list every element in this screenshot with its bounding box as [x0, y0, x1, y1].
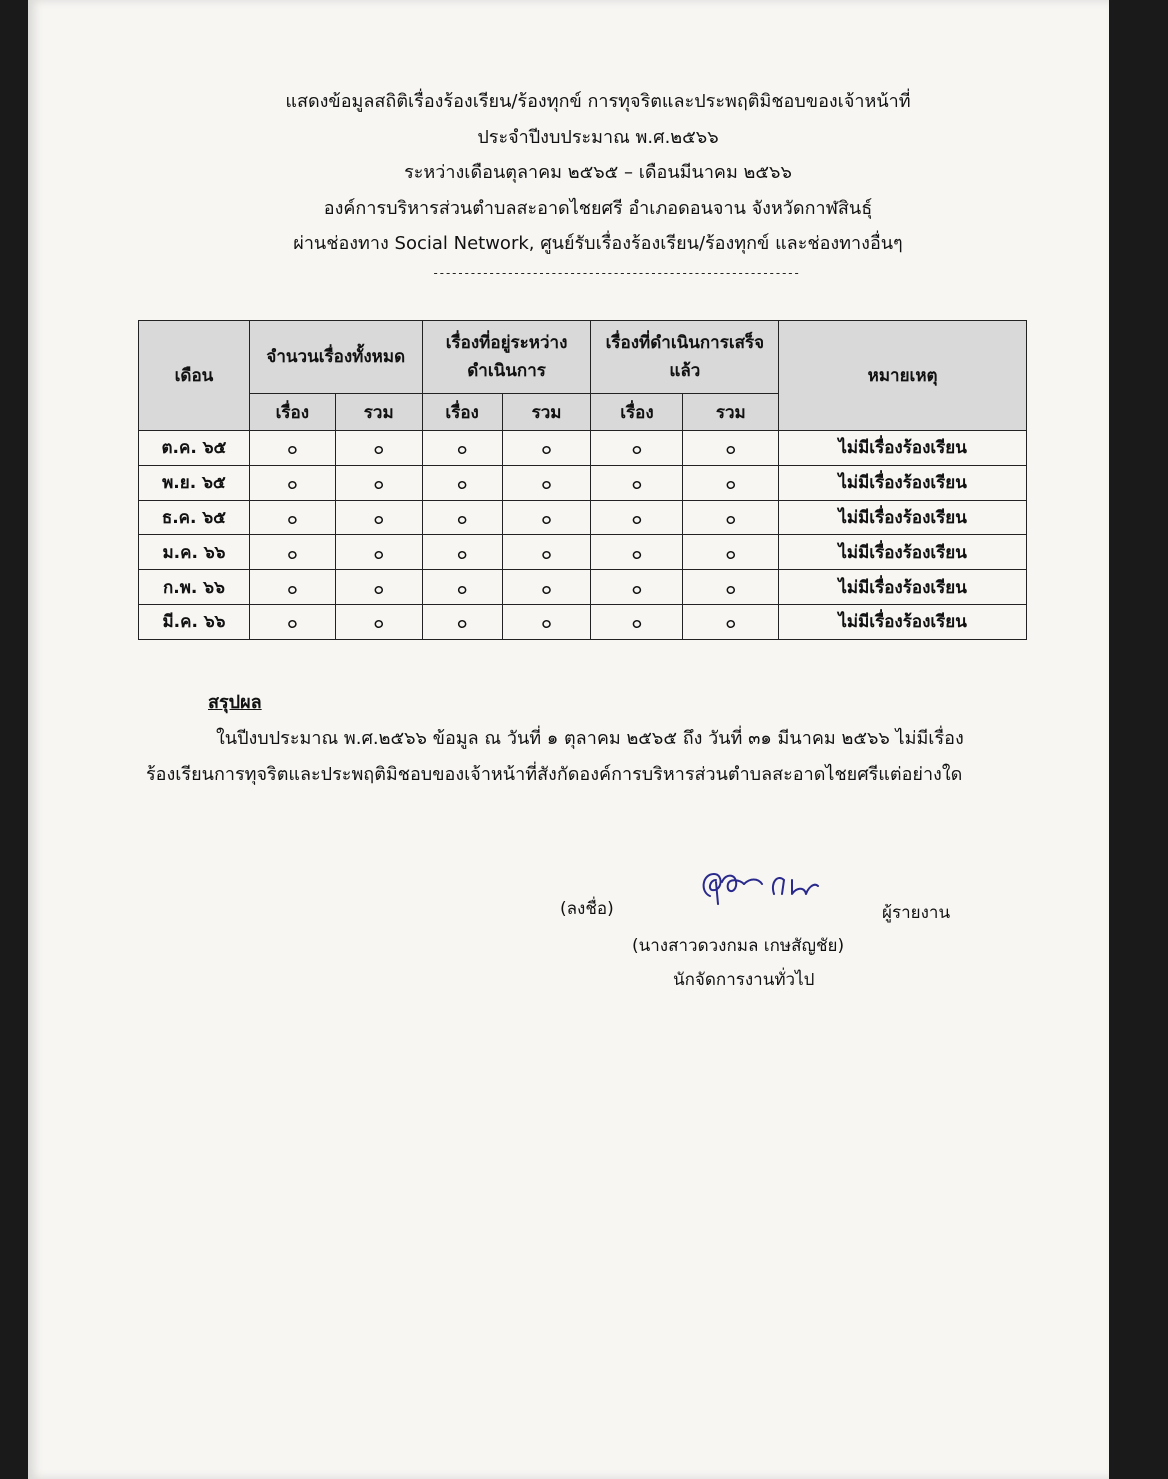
subheader-sum: รวม — [502, 394, 591, 431]
month-cell: มี.ค. ๖๖ — [139, 604, 250, 639]
month-cell: ธ.ค. ๖๕ — [139, 500, 250, 535]
value-cell: ๐ — [591, 465, 683, 500]
value-cell: ๐ — [335, 604, 422, 639]
handwritten-signature — [696, 862, 846, 916]
summary-heading: สรุปผล — [208, 692, 262, 713]
header-line-5: ผ่านช่องทาง Social Network, ศูนย์รับเรื่องร้องเรียน/ร้องทุกข์ และช่องทางอื่นๆ — [293, 233, 903, 254]
value-cell: ๐ — [591, 431, 683, 466]
value-cell: ๐ — [683, 604, 779, 639]
header-line-3: ระหว่างเดือนตุลาคม ๒๕๖๕ – เดือนมีนาคม ๒๕๖๖ — [404, 162, 792, 183]
value-cell: ๐ — [591, 604, 683, 639]
subheader-count: เรื่อง — [591, 394, 683, 431]
header-completed: เรื่องที่ดำเนินการเสร็จแล้ว — [591, 321, 779, 394]
value-cell: ๐ — [422, 500, 502, 535]
value-cell: ๐ — [502, 535, 591, 570]
table-row — [139, 535, 1027, 570]
subheader-count: เรื่อง — [249, 394, 335, 431]
document-header — [28, 84, 1168, 262]
sign-label: (ลงชื่อ) — [560, 899, 614, 919]
value-cell: ๐ — [683, 535, 779, 570]
subheader-count: เรื่อง — [422, 394, 502, 431]
reporter-role: ผู้รายงาน — [882, 903, 951, 923]
remark-cell: ไม่มีเรื่องร้องเรียน — [779, 431, 1027, 466]
table-row — [139, 465, 1027, 500]
header-in-progress: เรื่องที่อยู่ระหว่างดำเนินการ — [422, 321, 591, 394]
value-cell: ๐ — [591, 535, 683, 570]
header-total: จำนวนเรื่องทั้งหมด — [249, 321, 422, 394]
value-cell: ๐ — [502, 604, 591, 639]
header-line-4: องค์การบริหารส่วนตำบลสะอาดไชยศรี อำเภอดอนจาน จังหวัดกาฬสินธุ์ — [323, 197, 873, 219]
value-cell: ๐ — [683, 431, 779, 466]
subheader-sum: รวม — [683, 394, 779, 431]
value-cell: ๐ — [683, 570, 779, 605]
value-cell: ๐ — [422, 431, 502, 466]
summary-section — [146, 685, 1046, 793]
header-line-2: ประจำปีงบประมาณ พ.ศ.๒๕๖๖ — [477, 126, 719, 148]
value-cell: ๐ — [422, 604, 502, 639]
remark-cell: ไม่มีเรื่องร้องเรียน — [779, 500, 1027, 535]
value-cell: ๐ — [249, 431, 335, 466]
document-page — [28, 0, 1109, 1479]
month-cell: ม.ค. ๖๖ — [139, 535, 250, 570]
value-cell: ๐ — [683, 465, 779, 500]
value-cell: ๐ — [335, 570, 422, 605]
value-cell: ๐ — [335, 465, 422, 500]
value-cell: ๐ — [422, 570, 502, 605]
subheader-sum: รวม — [335, 394, 422, 431]
table-row — [139, 431, 1027, 466]
value-cell: ๐ — [249, 500, 335, 535]
value-cell: ๐ — [502, 465, 591, 500]
table-row — [139, 570, 1027, 605]
value-cell: ๐ — [249, 535, 335, 570]
value-cell: ๐ — [502, 500, 591, 535]
remark-cell: ไม่มีเรื่องร้องเรียน — [779, 604, 1027, 639]
month-cell: ต.ค. ๖๕ — [139, 431, 250, 466]
summary-line-1: ในปีงบประมาณ พ.ศ.๒๕๖๖ ข้อมูล ณ วันที่ ๑ ตุลาคม ๒๕๖๕ ถึง วันที่ ๓๑ มีนาคม ๒๕๖๖ ไม่มีเรื่อง — [216, 728, 964, 749]
value-cell: ๐ — [683, 500, 779, 535]
signer-position: นักจัดการงานทั่วไป — [673, 970, 815, 990]
header-remark: หมายเหตุ — [779, 321, 1027, 431]
value-cell: ๐ — [591, 500, 683, 535]
remark-cell: ไม่มีเรื่องร้องเรียน — [779, 535, 1027, 570]
value-cell: ๐ — [502, 570, 591, 605]
header-divider: ----------------------------------------------------------- — [432, 266, 800, 280]
statistics-table — [138, 320, 1027, 640]
signer-name: (นางสาวดวงกมล เกษสัญชัย) — [632, 936, 845, 956]
value-cell: ๐ — [249, 570, 335, 605]
header-month: เดือน — [139, 321, 250, 431]
value-cell: ๐ — [422, 465, 502, 500]
table-row — [139, 604, 1027, 639]
value-cell: ๐ — [249, 465, 335, 500]
value-cell: ๐ — [502, 431, 591, 466]
month-cell: ก.พ. ๖๖ — [139, 570, 250, 605]
value-cell: ๐ — [422, 535, 502, 570]
header-line-1: แสดงข้อมูลสถิติเรื่องร้องเรียน/ร้องทุกข์ การทุจริตและประพฤติมิชอบของเจ้าหน้าที่ — [285, 91, 911, 112]
summary-line-2: ร้องเรียนการทุจริตและประพฤติมิชอบของเจ้าหน้าที่สังกัดองค์การบริหารส่วนตำบลสะอาดไชยศรีแต่อย่างใด — [146, 764, 963, 785]
value-cell: ๐ — [591, 570, 683, 605]
value-cell: ๐ — [335, 431, 422, 466]
month-cell: พ.ย. ๖๕ — [139, 465, 250, 500]
value-cell: ๐ — [335, 500, 422, 535]
remark-cell: ไม่มีเรื่องร้องเรียน — [779, 465, 1027, 500]
value-cell: ๐ — [249, 604, 335, 639]
remark-cell: ไม่มีเรื่องร้องเรียน — [779, 570, 1027, 605]
table-row — [139, 500, 1027, 535]
value-cell: ๐ — [335, 535, 422, 570]
